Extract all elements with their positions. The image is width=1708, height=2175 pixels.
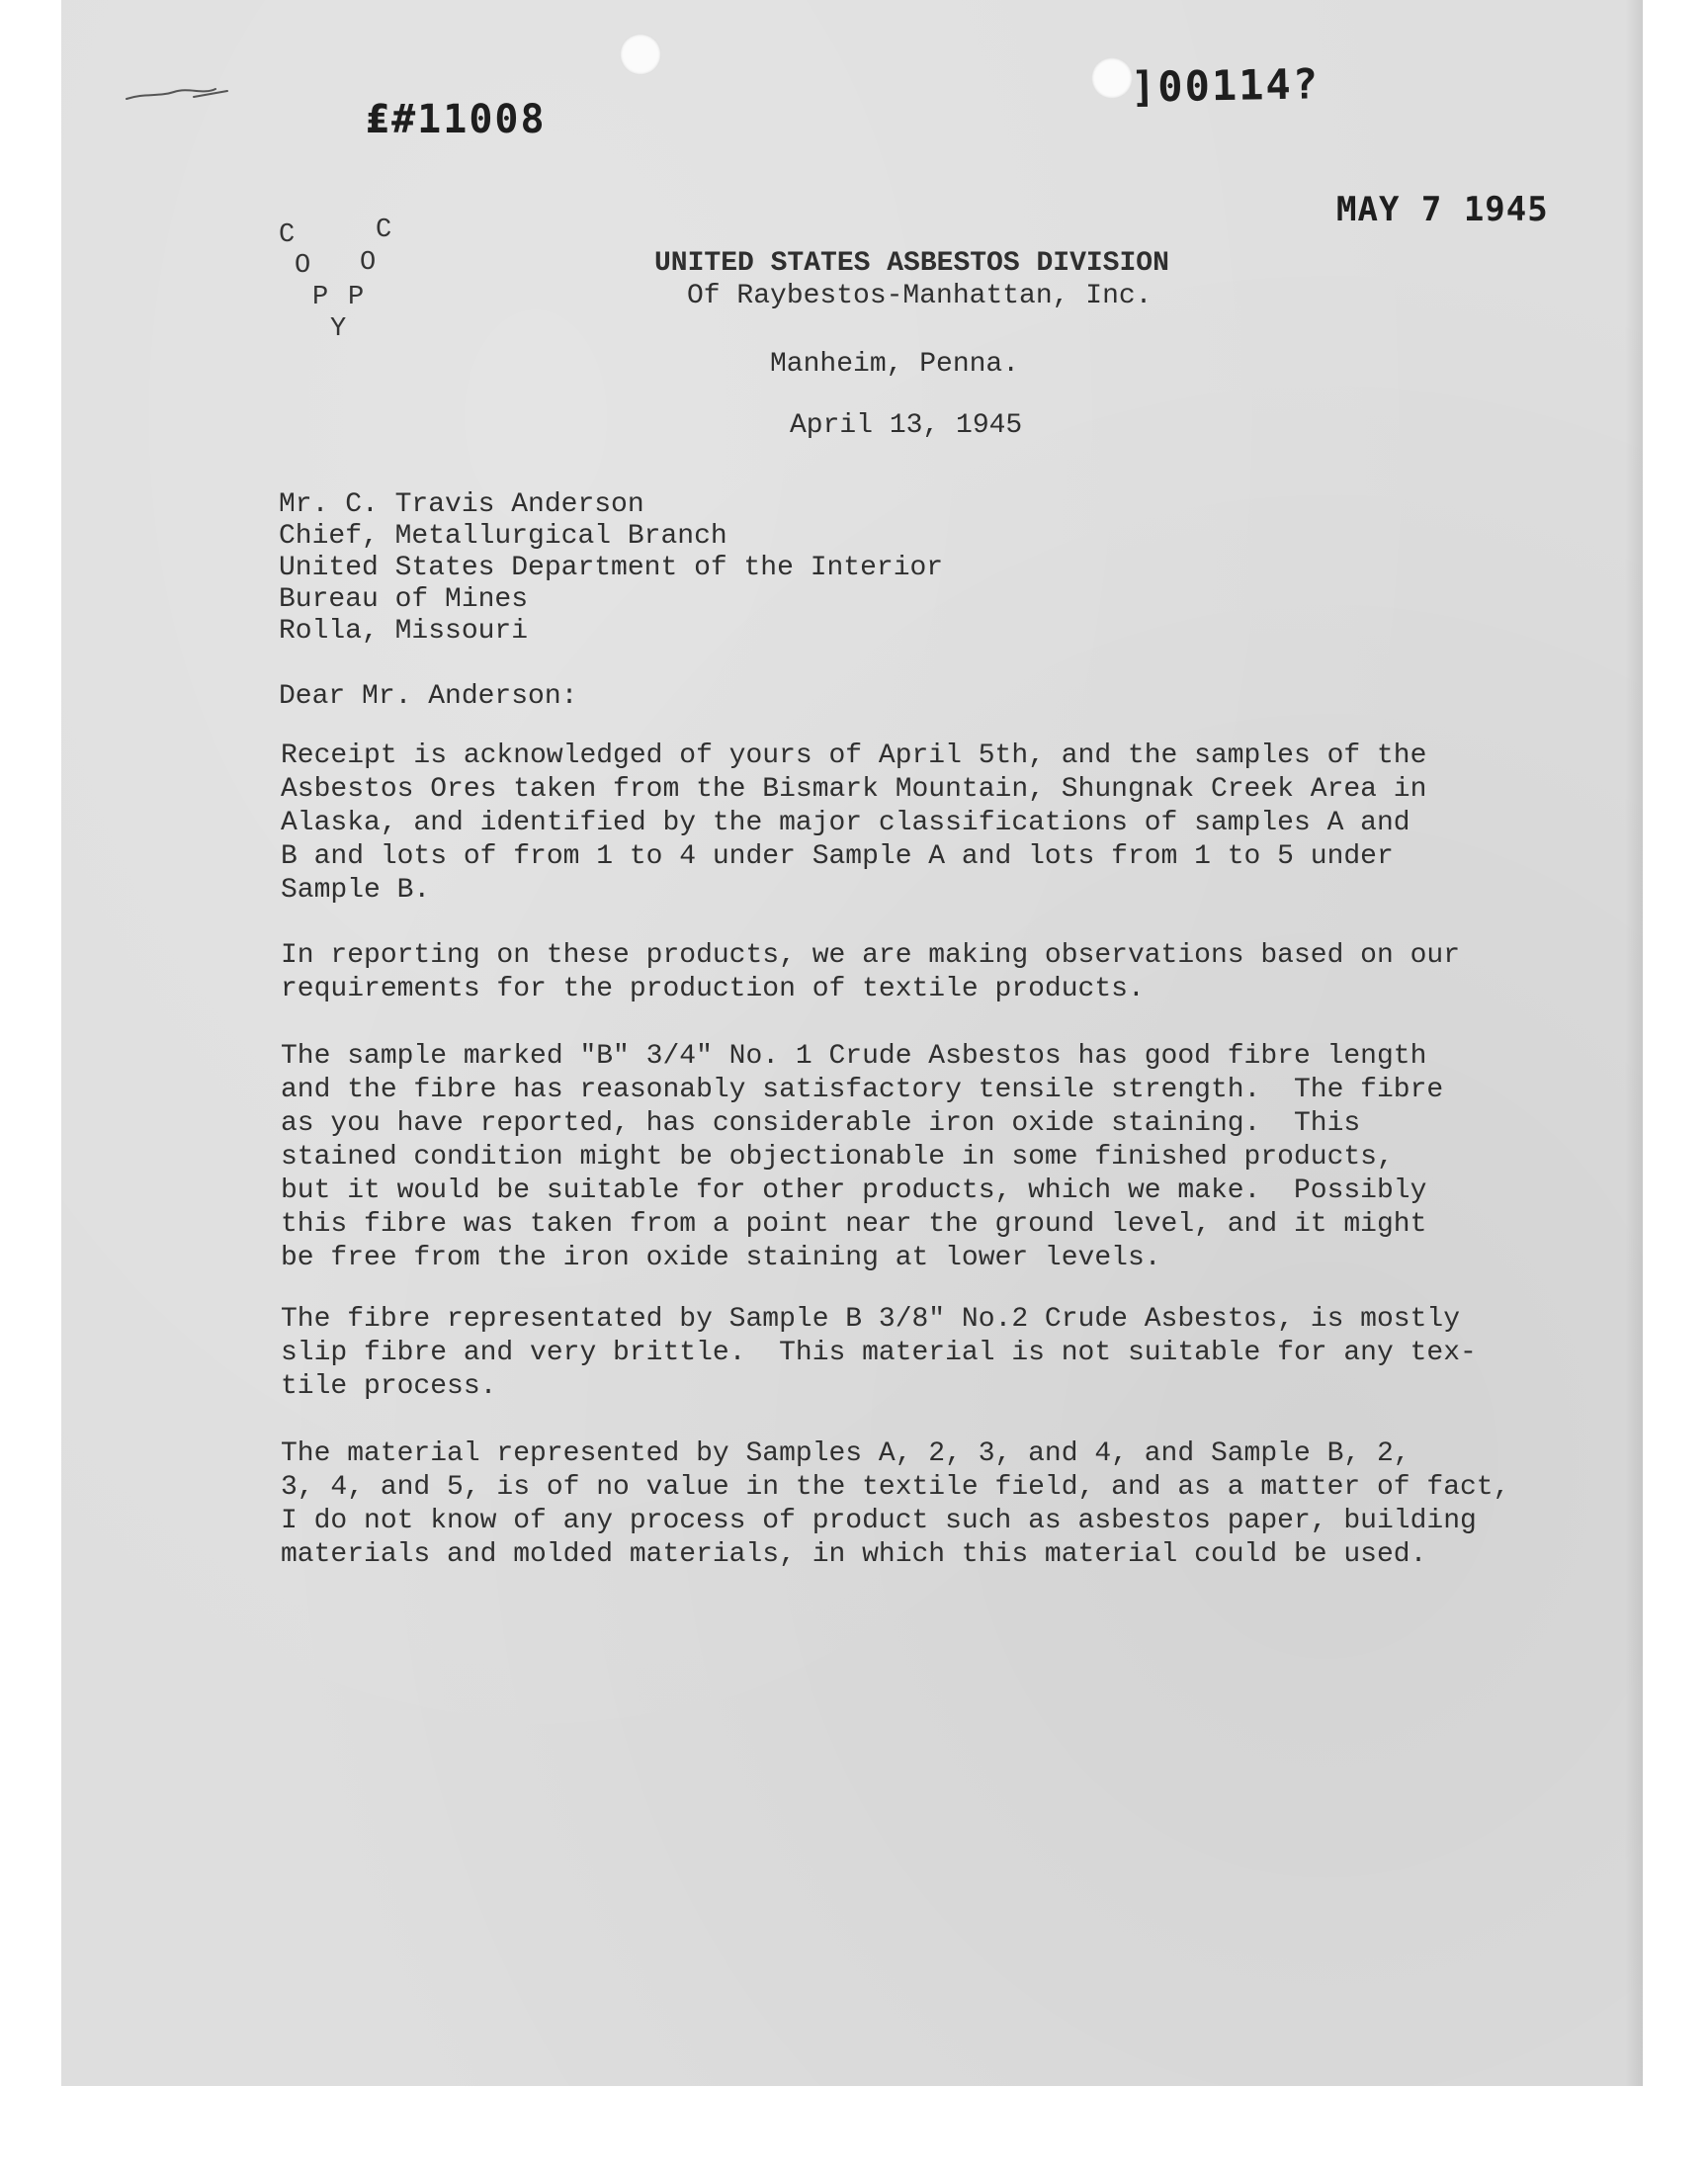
body-paragraph bbox=[281, 1303, 1546, 1404]
received-date-stamp: MAY 7 1945 bbox=[1336, 190, 1549, 229]
paragraph-line: but it would be suitable for other products, which we make. Possibly bbox=[281, 1175, 1427, 1206]
paragraph-line: as you have reported, has considerable iron oxide staining. This bbox=[281, 1108, 1361, 1139]
recipient-title: Chief, Metallurgical Branch bbox=[279, 521, 727, 552]
paragraph-line: In reporting on these products, we are making observations based on our bbox=[281, 940, 1460, 971]
paragraph-line: Receipt is acknowledged of yours of April 5th, and the samples of the bbox=[281, 740, 1427, 771]
paragraph-line: The fibre representated by Sample B 3/8" No.2 Crude Asbestos, is mostly bbox=[281, 1304, 1460, 1335]
paragraph-line: The material represented by Samples A, 2, 3, and 4, and Sample B, 2, bbox=[281, 1438, 1410, 1469]
document-number-stamp-right: ]00114? bbox=[1130, 59, 1321, 112]
copy-mark-letter: Y bbox=[330, 314, 347, 344]
copy-mark-letter: C bbox=[279, 220, 296, 250]
copy-mark-letter: O bbox=[360, 248, 377, 278]
punch-hole-left bbox=[620, 34, 661, 75]
paragraph-line: Asbestos Ores taken from the Bismark Mountain, Shungnak Creek Area in bbox=[281, 774, 1427, 805]
paragraph-line: The sample marked "B" 3/4" No. 1 Crude Asbestos has good fibre length bbox=[281, 1041, 1427, 1072]
paragraph-line: be free from the iron oxide staining at lower levels. bbox=[281, 1243, 1161, 1273]
punch-hole-right bbox=[1091, 57, 1133, 99]
paragraph-line: requirements for the production of textile products. bbox=[281, 974, 1145, 1004]
body-paragraph bbox=[281, 740, 1546, 908]
paragraph-line: materials and molded materials, in which this material could be used. bbox=[281, 1539, 1427, 1570]
paragraph-line: Alaska, and identified by the major classifications of samples A and bbox=[281, 808, 1410, 838]
letterhead-subsidiary: Of Raybestos-Manhattan, Inc. bbox=[687, 281, 1153, 311]
paragraph-line: stained condition might be objectionable in some finished products, bbox=[281, 1142, 1394, 1173]
letter-page bbox=[61, 0, 1643, 2086]
recipient-department: United States Department of the Interior bbox=[279, 553, 944, 583]
paragraph-line: I do not know of any process of product such as asbestos paper, building bbox=[281, 1506, 1477, 1536]
letterhead-organization: UNITED STATES ASBESTOS DIVISION bbox=[654, 248, 1169, 279]
paragraph-line: 3, 4, and 5, is of no value in the textile field, and as a matter of fact, bbox=[281, 1472, 1510, 1503]
paragraph-line: B and lots of from 1 to 4 under Sample A and lots from 1 to 5 under bbox=[281, 841, 1394, 872]
body-paragraph bbox=[281, 1040, 1546, 1275]
paragraph-line: Sample B. bbox=[281, 875, 431, 906]
pencil-scribble-mark bbox=[125, 83, 233, 105]
recipient-name: Mr. C. Travis Anderson bbox=[279, 489, 644, 520]
document-number-stamp-left: ₤#11008 bbox=[366, 97, 547, 142]
letter-date: April 13, 1945 bbox=[790, 410, 1023, 441]
letterhead-location: Manheim, Penna. bbox=[770, 349, 1020, 380]
body-paragraph bbox=[281, 1437, 1546, 1572]
copy-mark-letter: C bbox=[376, 216, 392, 245]
copy-mark-letter: P bbox=[348, 283, 365, 312]
paragraph-line: slip fibre and very brittle. This material is not suitable for any tex- bbox=[281, 1338, 1477, 1368]
copy-mark-letter: O bbox=[295, 251, 311, 281]
paragraph-line: this fibre was taken from a point near the ground level, and it might bbox=[281, 1209, 1427, 1240]
page-edge-shadow bbox=[1625, 0, 1643, 2086]
copy-mark-letter: P bbox=[312, 283, 329, 312]
body-paragraph bbox=[281, 939, 1546, 1006]
recipient-city: Rolla, Missouri bbox=[279, 616, 529, 647]
paragraph-line: and the fibre has reasonably satisfactory tensile strength. The fibre bbox=[281, 1075, 1444, 1105]
recipient-bureau: Bureau of Mines bbox=[279, 584, 529, 615]
salutation: Dear Mr. Anderson: bbox=[279, 681, 578, 712]
paragraph-line: tile process. bbox=[281, 1371, 497, 1402]
